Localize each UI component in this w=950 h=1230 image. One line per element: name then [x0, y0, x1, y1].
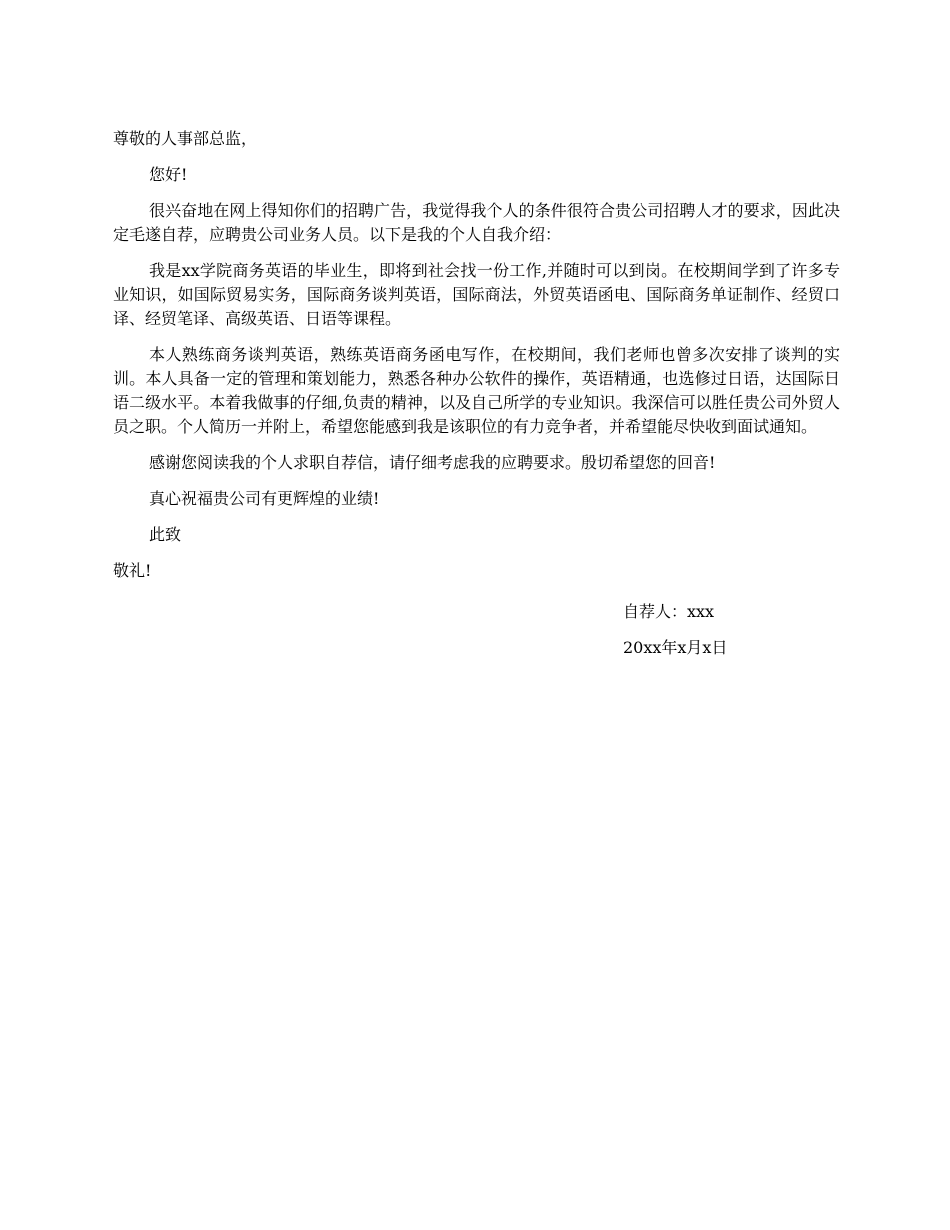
signature-name: 自荐人：xxx: [623, 602, 715, 621]
letter-closing-phrase: 此致: [149, 525, 182, 544]
signature-date: 20xx年x月x日: [623, 638, 728, 657]
letter-paragraph-thanks: 感谢您阅读我的个人求职自荐信，请仔细考虑我的应聘要求。殷切希望您的回音!: [149, 453, 716, 472]
letter-paragraph-education: 我是xx学院商务英语的毕业生，即将到社会找一份工作,并随时可以到岗。在校期间学到了许多专业知识，如国际贸易实务，国际商务谈判英语，国际商法，外贸英语函电、国际商务单证制作、经贸口译、经贸笔译、高级英语、日语等课程。: [113, 261, 840, 328]
letter-paragraph-skills: 本人熟练商务谈判英语，熟练英语商务函电写作，在校期间，我们老师也曾多次安排了谈判的实训。本人具备一定的管理和策划能力，熟悉各种办公软件的操作，英语精通，也选修过日语，达国际日语二级水平。本着我做事的仔细,负责的精神，以及自己所学的专业知识。我深信可以胜任贵公司外贸人员之职。个人简历一并附上，希望您能感到我是该职位的有力竞争者，并希望能尽快收到面试通知。: [113, 345, 840, 436]
letter-salutation: 尊敬的人事部总监，: [113, 129, 258, 148]
letter-paragraph-wishes: 真心祝福贵公司有更辉煌的业绩!: [149, 489, 380, 508]
letter-greeting: 您好!: [149, 165, 188, 184]
letter-closing-regards: 敬礼!: [113, 561, 152, 580]
signature-block: [623, 600, 727, 672]
letter-paragraph-intro: 很兴奋地在网上得知你们的招聘广告，我觉得我个人的条件很符合贵公司招聘人才的要求，因此决定毛遂自荐，应聘贵公司业务人员。以下是我的个人自我介绍：: [113, 201, 840, 244]
letter-body: [113, 127, 840, 595]
